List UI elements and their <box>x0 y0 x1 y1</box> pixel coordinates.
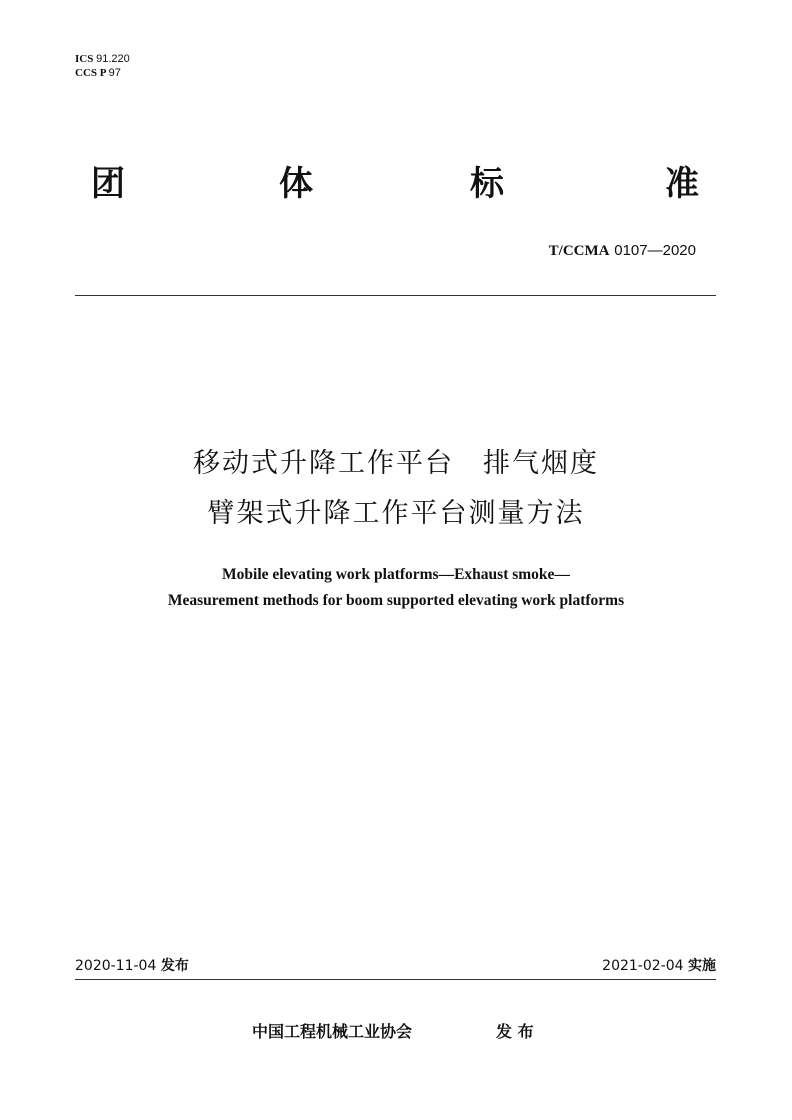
publisher-action: 发 布 <box>496 1022 534 1041</box>
implementation-date <box>602 956 716 976</box>
issue-date-label: 发布 <box>160 958 189 974</box>
standard-prefix: T/CCMA <box>548 243 610 259</box>
footer-divider <box>75 979 716 980</box>
doc-type-char-2: 体 <box>279 164 313 204</box>
issue-date <box>75 956 189 976</box>
ics-label: ICS <box>75 53 94 65</box>
doc-type-char-4: 准 <box>665 164 699 204</box>
implementation-date-value: 2021-02-04 <box>602 958 684 974</box>
implementation-date-label: 实施 <box>688 958 716 974</box>
title-cn-line-1: 移动式升降工作平台 排气烟度 <box>193 448 599 479</box>
publisher-org: 中国工程机械工业协会 <box>252 1022 413 1041</box>
title-cn-line-2: 臂架式升降工作平台测量方法 <box>207 498 585 529</box>
ccs-label: CCS <box>75 67 98 79</box>
classification-codes <box>75 52 130 80</box>
ics-code: 91.220 <box>96 53 130 65</box>
standard-code: 0107—2020 <box>614 242 696 259</box>
doc-type-char-3: 标 <box>470 164 504 204</box>
ccs-code: 97 <box>108 67 121 79</box>
ccs-letter: P <box>99 67 106 79</box>
title-en-line-2: Measurement methods for boom supported elevating work platforms <box>167 592 625 609</box>
title-en-line-1: Mobile elevating work platforms—Exhaust smoke— <box>222 566 570 583</box>
doc-type-char-1: 团 <box>91 164 125 204</box>
ccs-line <box>75 66 130 80</box>
ics-line <box>75 52 130 66</box>
publisher-line <box>0 1020 792 1044</box>
header-divider <box>75 295 716 296</box>
document-type-heading <box>0 162 792 212</box>
standard-number <box>549 240 696 261</box>
issue-date-value: 2020-11-04 <box>75 958 157 974</box>
